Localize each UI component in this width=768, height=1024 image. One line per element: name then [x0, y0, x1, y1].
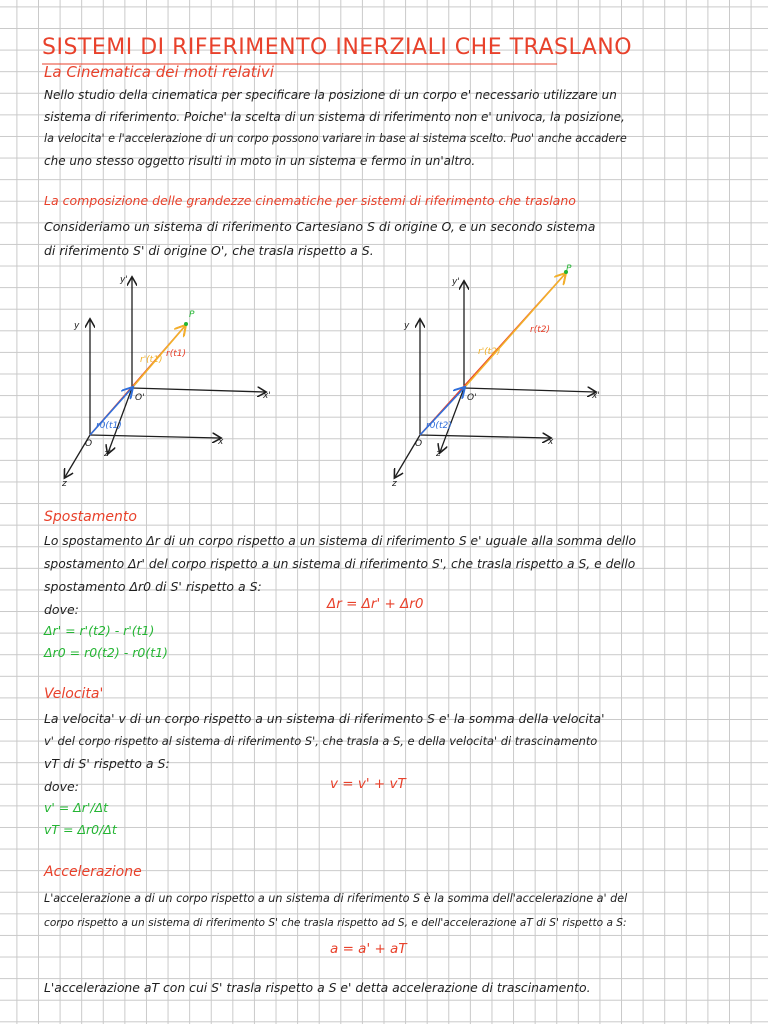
label-x: x — [218, 437, 224, 447]
label-o: O — [85, 439, 93, 449]
label-p: P — [566, 264, 572, 274]
label-r: r(t2) — [530, 325, 550, 335]
axis-x-s — [420, 435, 550, 438]
velocity-line-3: vT di S' rispetto a S: — [44, 756, 170, 771]
label-p: P — [189, 310, 195, 320]
acceleration-closing: L'accelerazione aT con cui S' trasla rispetto a S e' detta accelerazione di trascinamento. — [44, 980, 591, 995]
label-o-prime: O' — [467, 393, 477, 403]
page-title: SISTEMI DI RIFERIMENTO INERZIALI CHE TRASLANO — [42, 35, 633, 60]
frame-diagram-t2 — [380, 262, 610, 492]
axis-x-prime — [132, 388, 265, 392]
velocity-def-2: vT = Δr0/Δt — [44, 822, 117, 837]
label-r0: r0(t2) — [426, 421, 452, 431]
acceleration-line-2: corpo rispetto a un sistema di riferimento S' che trasla rispetto ad S, e dell'accelerazione aT di S' rispetto a S: — [44, 917, 627, 929]
axis-z-prime — [440, 388, 464, 452]
velocity-heading: Velocita' — [44, 686, 104, 702]
intro-line-1: Nello studio della cinematica per specificare la posizione di un corpo e' necessario utilizzare un — [44, 88, 617, 102]
label-x-prime: x' — [592, 391, 600, 401]
frame-diagram-t1 — [60, 270, 280, 500]
displacement-def-1: Δr' = r'(t2) - r'(t1) — [44, 623, 155, 638]
label-x-prime: x' — [263, 391, 271, 401]
axis-x-s — [90, 435, 220, 438]
label-y-prime: y' — [452, 277, 460, 287]
axis-x-prime — [464, 388, 595, 392]
label-y-prime: y' — [120, 275, 128, 285]
acceleration-heading: Accelerazione — [44, 864, 142, 880]
label-x: x — [548, 437, 554, 447]
acceleration-formula: a = a' + aT — [330, 941, 407, 957]
composition-line-2: di riferimento S' di origine O', che trasla rispetto a S. — [44, 243, 374, 258]
label-y: y — [74, 321, 80, 331]
label-r0: r0(t1) — [96, 421, 122, 431]
composition-line-1: Consideriamo un sistema di riferimento Cartesiano S di origine O, e un secondo sistema — [44, 219, 596, 234]
page-subtitle: La Cinematica dei moti relativi — [44, 63, 274, 81]
label-r: r(t1) — [166, 349, 186, 359]
velocity-where: dove: — [44, 779, 79, 794]
label-z: z — [62, 479, 67, 489]
composition-heading: La composizione delle grandezze cinematiche per sistemi di riferimento che traslano — [44, 193, 576, 208]
label-z: z — [392, 479, 397, 489]
velocity-def-1: v' = Δr'/Δt — [44, 800, 109, 815]
displacement-formula: Δr = Δr' + Δr0 — [327, 596, 424, 612]
point-p — [184, 322, 188, 326]
velocity-line-2: v' del corpo rispetto al sistema di riferimento S', che trasla a S, e della velocita' di trascinamento — [44, 734, 598, 748]
label-y: y — [404, 321, 410, 331]
label-r-prime: r'(t1) — [140, 355, 163, 365]
label-o: O — [415, 439, 423, 449]
label-o-prime: O' — [135, 393, 145, 403]
intro-line-3: la velocita' e l'accelerazione di un corpo possono variare in base al sistema scelto. Puo' anche accadere — [44, 132, 627, 145]
displacement-line-3: spostamento Δr0 di S' rispetto a S: — [44, 579, 262, 594]
label-z-prime: z' — [436, 449, 444, 459]
displacement-line-1: Lo spostamento Δr di un corpo rispetto a un sistema di riferimento S e' uguale alla somma dello — [44, 534, 637, 548]
displacement-heading: Spostamento — [44, 509, 137, 525]
velocity-line-1: La velocita' v di un corpo rispetto a un sistema di riferimento S e' la somma della velocita' — [44, 711, 605, 726]
intro-line-4: che uno stesso oggetto risulti in moto in un sistema e fermo in un'altro. — [44, 154, 476, 168]
label-z-prime: z' — [104, 449, 112, 459]
label-r-prime: r'(t2) — [478, 347, 501, 357]
acceleration-line-1: L'accelerazione a di un corpo rispetto a un sistema di riferimento S è la somma dell'accelerazione a' del — [44, 892, 628, 905]
velocity-formula: v = v' + vT — [330, 776, 406, 792]
displacement-line-2: spostamento Δr' del corpo rispetto a un sistema di riferimento S', che trasla rispetto a S, e dello — [44, 557, 636, 571]
displacement-where: dove: — [44, 602, 79, 617]
displacement-def-2: Δr0 = r0(t2) - r0(t1) — [44, 645, 168, 660]
intro-line-2: sistema di riferimento. Poiche' la scelta di un sistema di riferimento non e' univoca, la posizione, — [44, 110, 625, 124]
